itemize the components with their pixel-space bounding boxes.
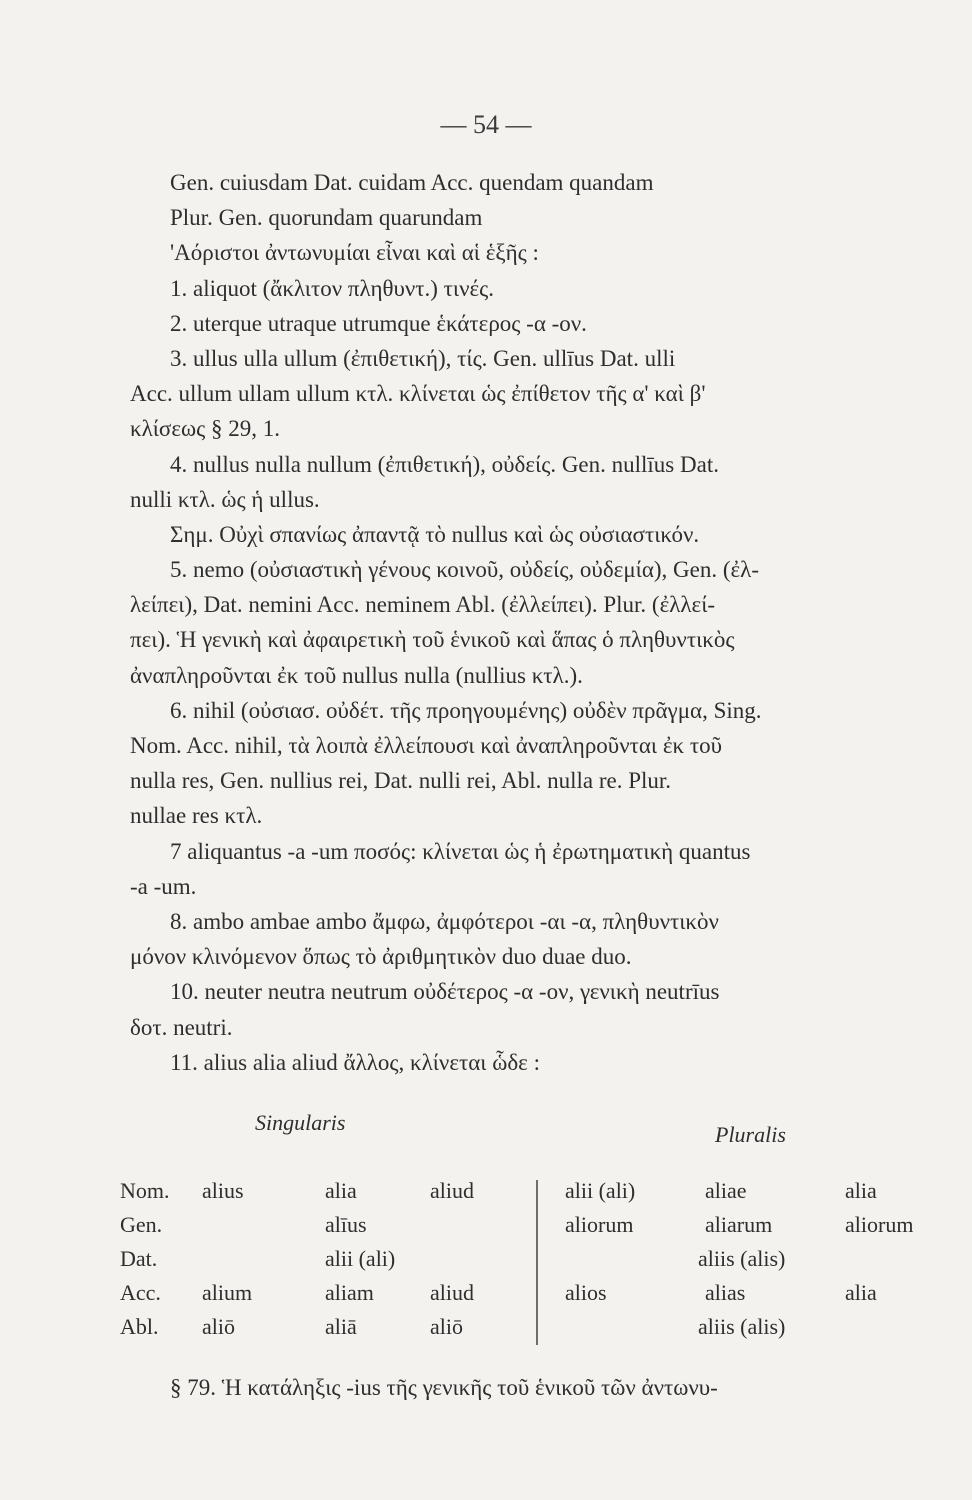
form-cell: alīus [325,1212,367,1237]
form-cell: alia [325,1178,357,1203]
text-line: nulla res, Gen. nullius rei, Dat. nulli rei, Abl. nulla re. Plur. [130,768,672,794]
body-text [130,165,960,1080]
case-label: Nom. [120,1178,170,1203]
form-cell: aliud [430,1178,474,1203]
text-line: 3. ullus ulla ullum (ἐπιθετική), τίς. Gen. ullīus Dat. ulli [170,345,676,371]
form-cell: aliarum [705,1212,773,1237]
text-line: 8. ambo ambae ambo ἄμφω, ἀμφότεροι -αι -α, πληθυντικὸν [170,908,719,934]
form-cell: alia [845,1280,877,1305]
table-row [120,1314,960,1350]
text-line: Plur. Gen. quorundam quarundam [170,205,483,231]
text-line: δοτ. neutri. [130,1014,233,1040]
text-line: 1. aliquot (ἄκλιτον πληθυντ.) τινές. [170,275,495,301]
section-79-line: § 79. Ἡ κατάληξις -ius τῆς γενικῆς τοῦ ἑνικοῦ τῶν ἀντωνυ- [170,1375,718,1400]
text-line: -a -um. [130,873,197,899]
form-cell: aliō [202,1314,235,1339]
form-cell: aliis (alis) [698,1314,786,1339]
text-line: 4. nullus nulla nullum (ἐπιθετική), οὐδείς. Gen. nullīus Dat. [170,451,719,477]
singularis-header: Singularis [255,1110,346,1135]
form-cell: alium [202,1280,253,1305]
page-number: — 54 — [440,110,532,139]
text-line: 6. nihil (οὐσιασ. οὐδέτ. τῆς προηγουμένης) οὐδὲν πρᾶγμα, Sing. [170,697,762,723]
text-line: λείπει), Dat. nemini Acc. neminem Abl. (ἐλλείπει). Plur. (ἐλλεί- [130,592,716,618]
text-line: 5. nemo (οὐσιαστικὴ γένους κοινοῦ, οὐδείς, οὐδεμία), Gen. (ἐλ- [170,557,759,583]
form-cell: alii (ali) [325,1246,396,1271]
form-cell: aliō [430,1314,463,1339]
form-cell: aliis (alis) [698,1246,786,1271]
text-line: μόνον κλινόμενον ὅπως τὸ ἀριθμητικὸν duo duae duo. [130,944,632,970]
case-label: Gen. [120,1212,163,1237]
text-line: Acc. ullum ullam ullum κτλ. κλίνεται ὡς ἐπίθετον τῆς α' καὶ β' [130,381,706,407]
text-line: 2. uterque utraque utrumque ἑκάτερος -α -ον. [170,310,587,336]
form-cell: alia [845,1178,877,1203]
table-row [120,1212,960,1248]
text-line: Nom. Acc. nihil, τὰ λοιπὰ ἐλλείπουσι καὶ ἀναπληροῦνται ἐκ τοῦ [130,733,722,758]
form-cell: alii (ali) [565,1178,636,1203]
form-cell: aliam [325,1280,374,1305]
table-row [120,1280,960,1316]
form-cell: aliorum [565,1212,634,1237]
form-cell: aliae [705,1178,747,1203]
text-line: 7 aliquantus -a -um ποσός: κλίνεται ὡς ἡ ἐρωτηματικὴ quantus [170,838,751,864]
text-line: ἀναπληροῦνται ἐκ τοῦ nullus nulla (nullius κτλ.). [130,662,583,688]
case-label: Acc. [120,1280,161,1305]
text-line: Gen. cuiusdam Dat. cuidam Acc. quendam quandam [170,170,654,195]
form-cell: alius [202,1178,244,1203]
pluralis-header: Pluralis [715,1122,786,1147]
text-line: nullae res κτλ. [130,803,263,829]
text-line: πει). Ἡ γενικὴ καὶ ἀφαιρετικὴ τοῦ ἑνικοῦ καὶ ἅπας ὁ πληθυντικὸς [130,627,735,653]
text-line: 10. neuter neutra neutrum οὐδέτερος -α -ον, γενικὴ neutrīus [170,979,720,1005]
text-line: 'Αόριστοι ἀντωνυμίαι εἶναι καὶ αἱ ἑξῆς : [170,240,539,266]
table-row [120,1246,960,1282]
case-label: Dat. [120,1246,158,1271]
text-line: nulli κτλ. ὡς ἡ ullus. [130,486,320,512]
text-line: κλίσεως § 29, 1. [130,416,280,442]
text-line: 11. alius alia aliud ἄλλος, κλίνεται ὧδε : [170,1049,540,1075]
form-cell: alios [565,1280,607,1305]
table-divider [536,1180,538,1345]
form-cell: aliā [325,1314,357,1339]
form-cell: alias [705,1280,746,1305]
text-line: Σημ. Οὐχὶ σπανίως ἀπαντᾷ τὸ nullus καὶ ὡς οὐσιαστικόν. [170,521,700,547]
form-cell: aliud [430,1280,474,1305]
table-row [120,1178,960,1214]
case-label: Abl. [120,1314,159,1339]
form-cell: aliorum [845,1212,914,1237]
